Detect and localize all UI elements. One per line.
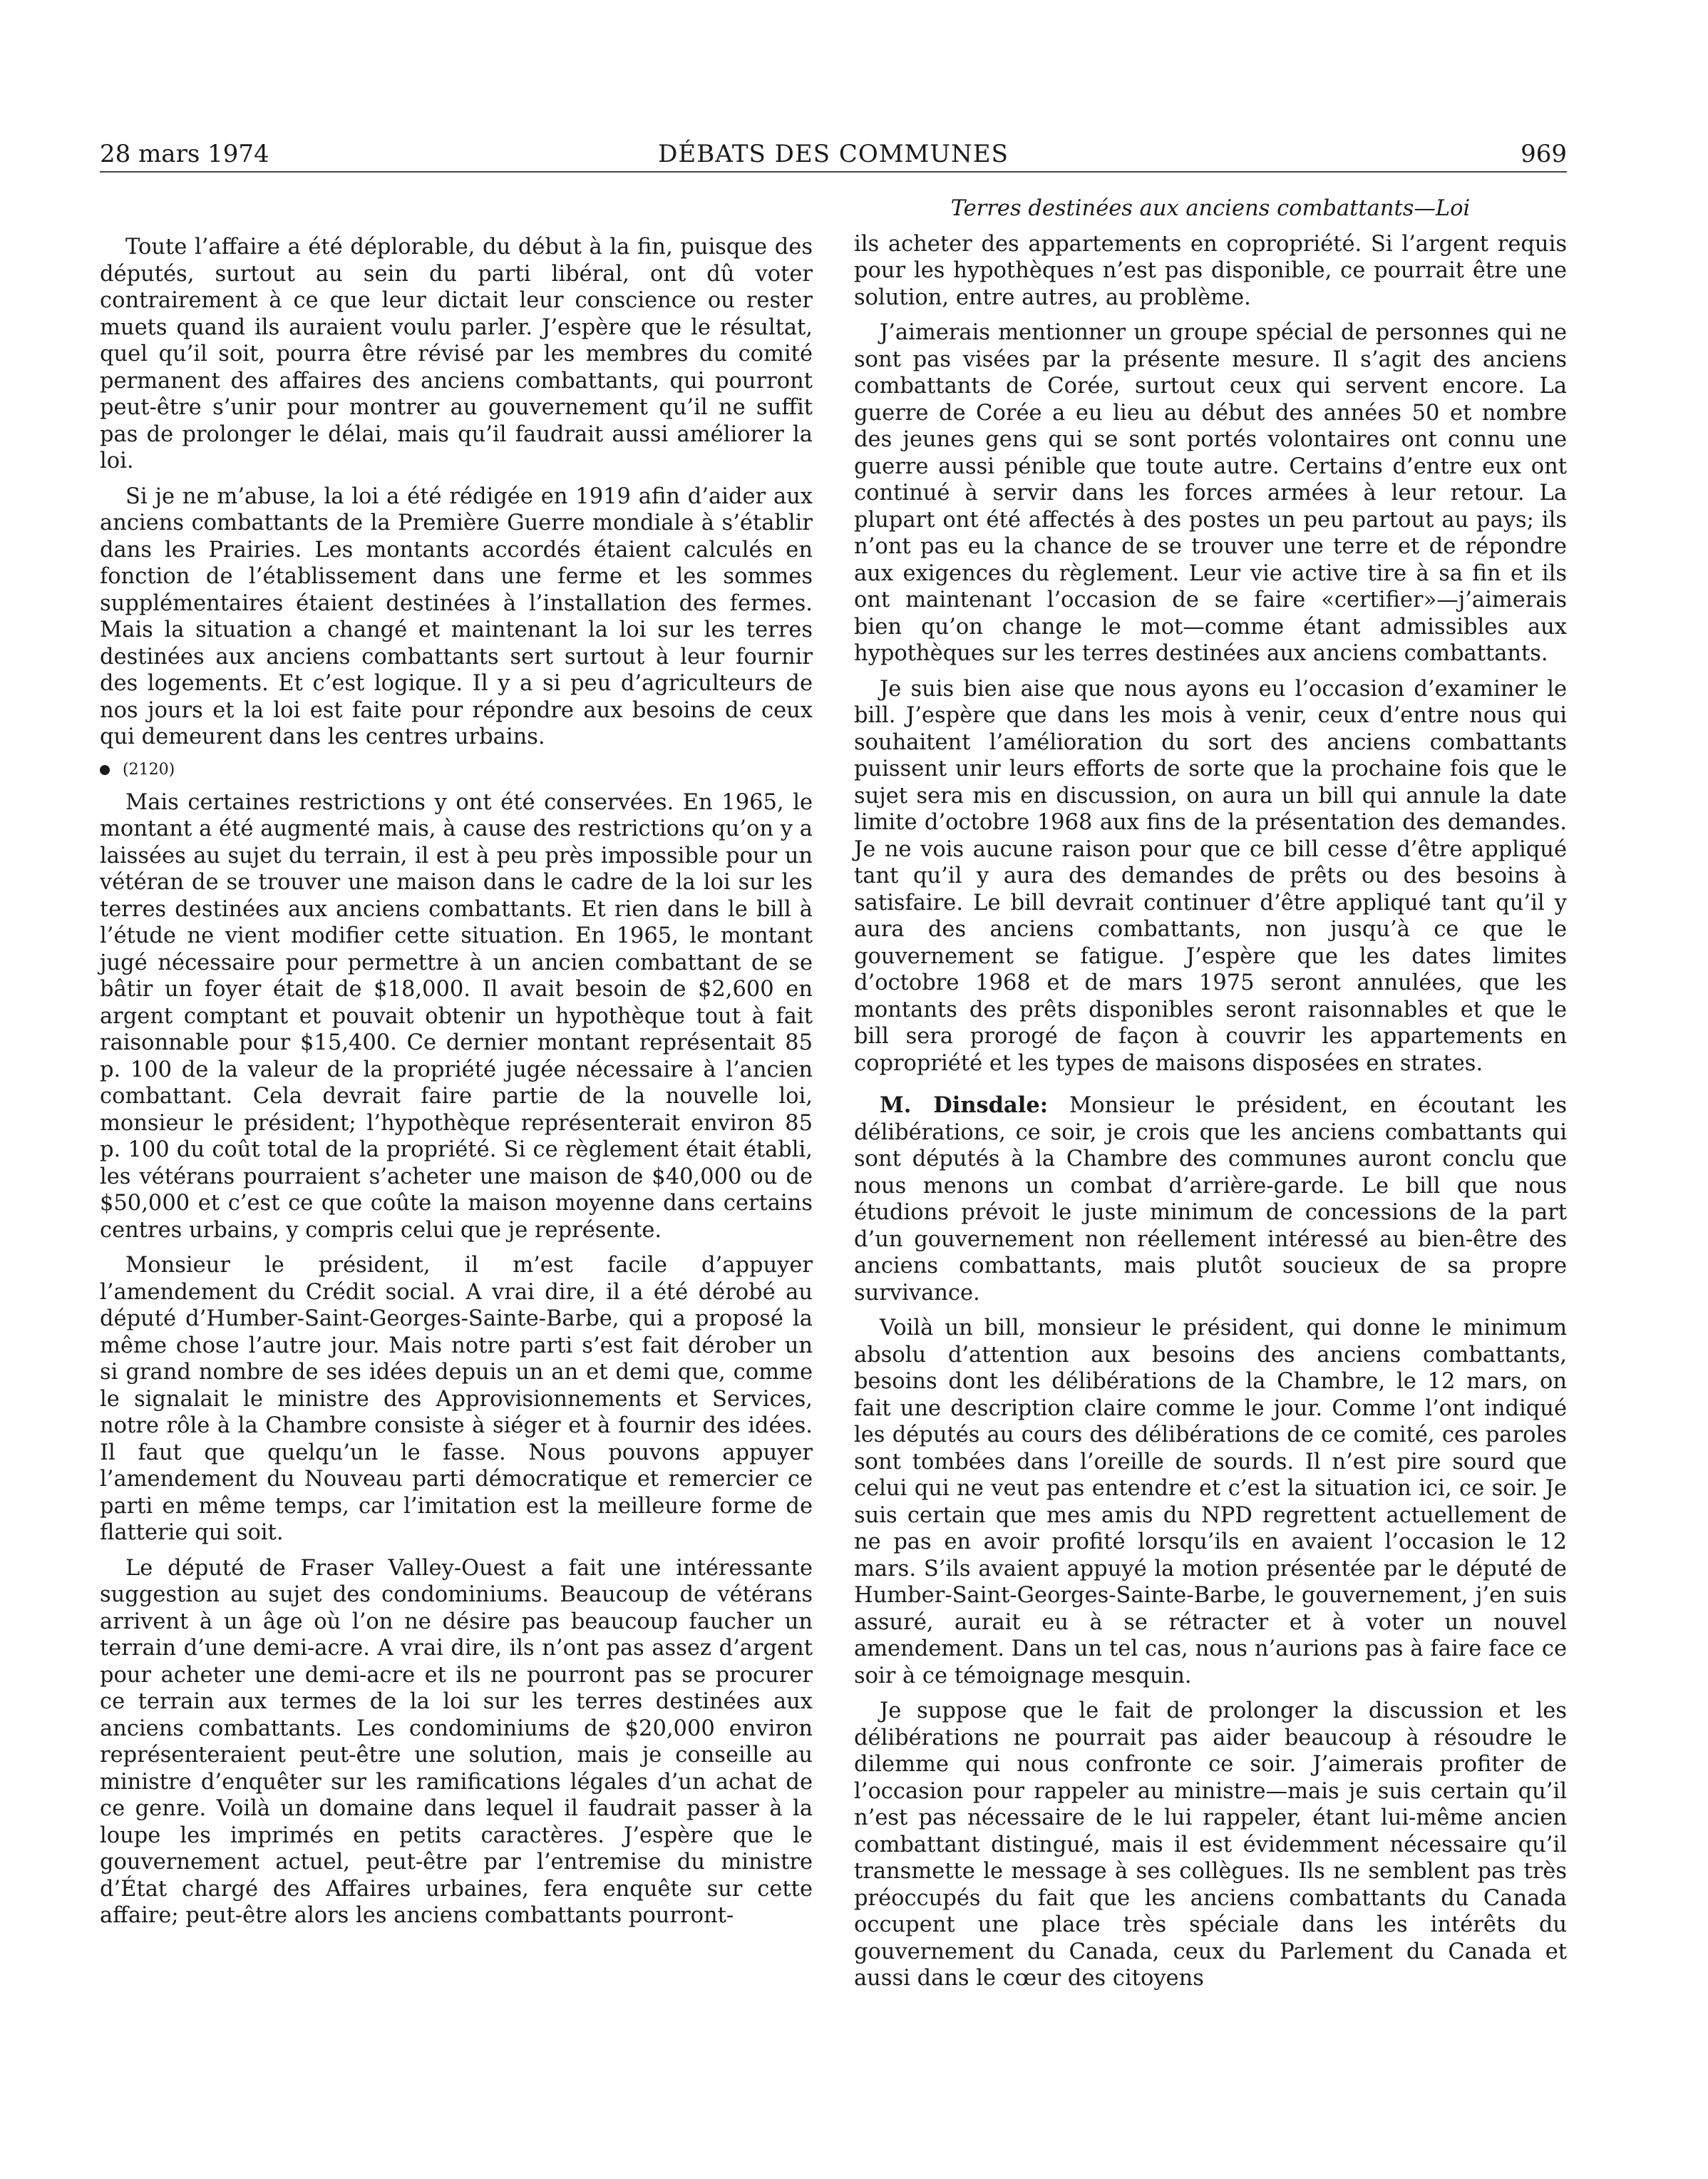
paragraph: J’aimerais mentionner un groupe spécial de personnes qui ne sont pas visées par la présente mesure. Il s’agit des anciens combattants de Corée, surtout ceux qui servent encore. La guerre de Corée a eu lieu au début des années 50 et nombre des jeunes gens qui se sont portés volontaires ont connu une guerre aussi pénible que toute autre. Certains d’entre eux ont continué à servir dans les forces armées à leur retour. La plupart ont été affectés à des postes un peu partout au pays; ils n’ont pas eu la chance de se trouver une terre et de répondre aux exigences du règlement. Leur vie active tire à sa fin et ils ont maintenant l’occasion de se faire «certifier»—j’aimerais bien qu’on change le mot—comme étant admissibles aux hypothèques sur les terres destinées aux anciens combattants. (854, 320, 1567, 666)
paragraph: Si je ne m’abuse, la loi a été rédigée en 1919 afin d’aider aux anciens combattants de la Première Guerre mondiale à s’établir dans les Prairies. Les montants accordés étaient calculés en fonction de l’établissement dans une ferme et les sommes supplémentaires étaient destinées à l’installation des fermes. Mais la situation a changé et maintenant la loi sur les terres destinées aux anciens combattants sert surtout à leur fournir des logements. Et c’est logique. Il y a si peu d’agriculteurs de nos jours et la loi est faite pour répondre aux besoins de ceux qui demeurent dans les centres urbains. (100, 483, 813, 749)
bullet-icon (100, 765, 110, 775)
time-marker (100, 759, 813, 781)
paragraph: Mais certaines restrictions y ont été conservées. En 1965, le montant a été augmenté mais, à cause des restrictions qu’on y a laissées au sujet du terrain, il est à peu près impossible pour un vétéran de se trouver une maison dans le cadre de la loi sur les terres destinées aux anciens combattants. Et rien dans le bill à l’étude ne vient modifier cette situation. En 1965, le montant jugé nécessaire pour permettre à un ancien combattant de se bâtir un foyer était de $18,000. Il avait besoin de $2,600 en argent comptant et pouvait obtenir un hypothèque tout à fait raisonnable pour $15,400. Ce dernier montant représentait 85 p. 100 de la valeur de la propriété jugée nécessaire à l’ancien combattant. Cela devrait faire partie de la nouvelle loi, monsieur le président; l’hypothèque représenterait environ 85 p. 100 du coût total de la propriété. Si ce règlement était établi, les vétérans pourraient s’acheter une maison de $40,000 ou de $50,000 et c’est ce que coûte la maison moyenne dans certains centres urbains, y compris celui que je représente. (100, 789, 813, 1243)
spacer (854, 1085, 1567, 1092)
header-date: 28 mars 1974 (100, 140, 269, 168)
header-title: DÉBATS DES COMMUNES (658, 140, 1009, 168)
paragraph: Je suppose que le fait de prolonger la discussion et les délibérations ne pourrait pas aider beaucoup à résoudre le dilemme qui nous confronte ce soir. J’aimerais profiter de l’occasion pour rappeler au ministre—mais je suis certain qu’il n’est pas nécessaire de le lui rappeler, étant lui-même ancien combattant distingué, mais il est évidemment nécessaire qu’il transmette le message à ses collègues. Ils ne semblent pas très préoccupés du fait que les anciens combattants du Canada occupent une place très spéciale dans les intérêts du gouvernement du Canada, ceux du Parlement du Canada et aussi dans le cœur des citoyens (854, 1698, 1567, 1991)
paragraph: Le député de Fraser Valley-Ouest a fait une intéressante suggestion au sujet des condominiums. Beaucoup de vétérans arrivent à un âge où l’on ne désire pas beaucoup faucher un terrain d’une demi-acre. A vrai dire, ils n’ont pas assez d’argent pour acheter une demi-acre et ils ne pourront pas se procurer ce terrain aux termes de la loi sur les terres destinées aux anciens combattants. Les condominiums de $20,000 environ représenteraient peut-être une solution, mais je conseille au ministre d’enquêter sur les ramifications légales d’un achat de ce genre. Voilà un domaine dans lequel il faudrait passer à la loupe les imprimés en petits caractères. J’espère que le gouvernement actuel, peut-être par l’entremise du ministre d’État chargé des Affaires urbaines, fera enquête sur cette affaire; peut-être alors les anciens combattants pourront- (100, 1555, 813, 1928)
page-header (100, 138, 1567, 173)
left-column (100, 195, 813, 1938)
right-column (854, 195, 1567, 2001)
header-page-number: 969 (1521, 140, 1567, 168)
paragraph: Voilà un bill, monsieur le président, qui donne le minimum absolu d’attention aux besoins des anciens combattants, besoins dont les délibérations de la Chambre, le 12 mars, on fait une description claire comme le jour. Comme l’ont indiqué les députés au cours des délibérations de ce comité, ces paroles sont tombées dans l’oreille de sourds. Il n’est pire sourd que celui qui ne veut pas entendre et c’est la situation ici, ce soir. Je suis certain que mes amis du NPD regrettent actuellement de ne pas en avoir profité lorsqu’ils en avaient l’occasion le 12 mars. S’ils avaient appuyé la motion présentée par le député de Humber-Saint-Georges-Sainte-Barbe, le gouvernement, j’en suis assuré, aurait eu à se rétracter et à voter un nouvel amendement. Dans un tel cas, nous n’aurions pas à faire face ce soir à ce témoignage mesquin. (854, 1316, 1567, 1688)
paragraph: Monsieur le président, il m’est facile d’appuyer l’amendement du Crédit social. A vrai dire, il a été dérobé au député d’Humber-Saint-Georges-Sainte-Barbe, qui a proposé la même chose l’autre jour. Mais notre parti s’est fait dérober un si grand nombre de ses idées depuis un an et demi que, comme le signalait le ministre des Approvisionnements et Services, notre rôle à la Chambre consiste à siéger et à fournir des idées. Il faut que quelqu’un le fasse. Nous pouvons appuyer l’amendement du Nouveau parti démocratique et remercier ce parti en même temps, car l’imitation est la meilleure forme de flatterie qui soit. (100, 1253, 813, 1545)
speech-text: Monsieur le président, en écoutant les délibérations, ce soir, je crois que les anciens combattants qui sont députés à la Chambre des communes auront conclu que nous menons un combat d’arrière-garde. Le bill que nous étudions prévoit le juste minimum de concessions de la part d’un gouvernement non réellement intéressé au bien-être des anciens combattants, mais plutôt soucieux de sa propre survivance. (854, 1093, 1567, 1306)
running-head: Terres destinées aux anciens combattants—Loi (950, 196, 1471, 221)
left-column-top-space (100, 195, 813, 234)
paragraph: ils acheter des appartements en copropriété. Si l’argent requis pour les hypothèques n’est pas disponible, ce pourrait être une solution, entre autres, au problème. (854, 231, 1567, 310)
time-marker-text: (2120) (123, 760, 175, 779)
paragraph: Toute l’affaire a été déplorable, du début à la fin, puisque des députés, surtout au sein du parti libéral, ont dû voter contrairement à ce que leur dictait leur conscience ou rester muets quand ils auraient voulu parler. J’espère que le résultat, quel qu’il soit, pourra être révisé par les membres du comité permanent des affaires des anciens combattants, qui pourront peut-être s’unir pour montrer au gouvernement qu’il ne suffit pas de prolonger le délai, mais qu’il faudrait aussi améliorer la loi. (100, 235, 813, 473)
paragraph: Je suis bien aise que nous ayons eu l’occasion d’examiner le bill. J’espère que dans les mois à venir, ceux d’entre nous qui souhaitent l’amélioration du sort des anciens combattants puissent unir leurs efforts de sorte que la prochaine fois que le sujet sera mis en discussion, on aura un bill qui annule la date limite d’octobre 1968 aux fins de la présentation des demandes. Je ne vois aucune raison pour que ce bill cesse d’être appliqué tant qu’il y aura des demandes de prêts ou des besoins à satisfaire. Le bill devrait continuer d’être appliqué tant qu’il y aura des anciens combattants, non jusqu’à ce que le gouvernement se fatigue. J’espère que les dates limites d’octobre 1968 et de mars 1975 seront annulées, que les montants des prêts disponibles seront raisonnables et que le bill sera prorogé de façon à couvrir les appartements en copropriété et les types de maisons disposées en strates. (854, 676, 1567, 1076)
speaker-name: M. Dinsdale: (880, 1092, 1049, 1118)
speech-paragraph (854, 1092, 1567, 1306)
